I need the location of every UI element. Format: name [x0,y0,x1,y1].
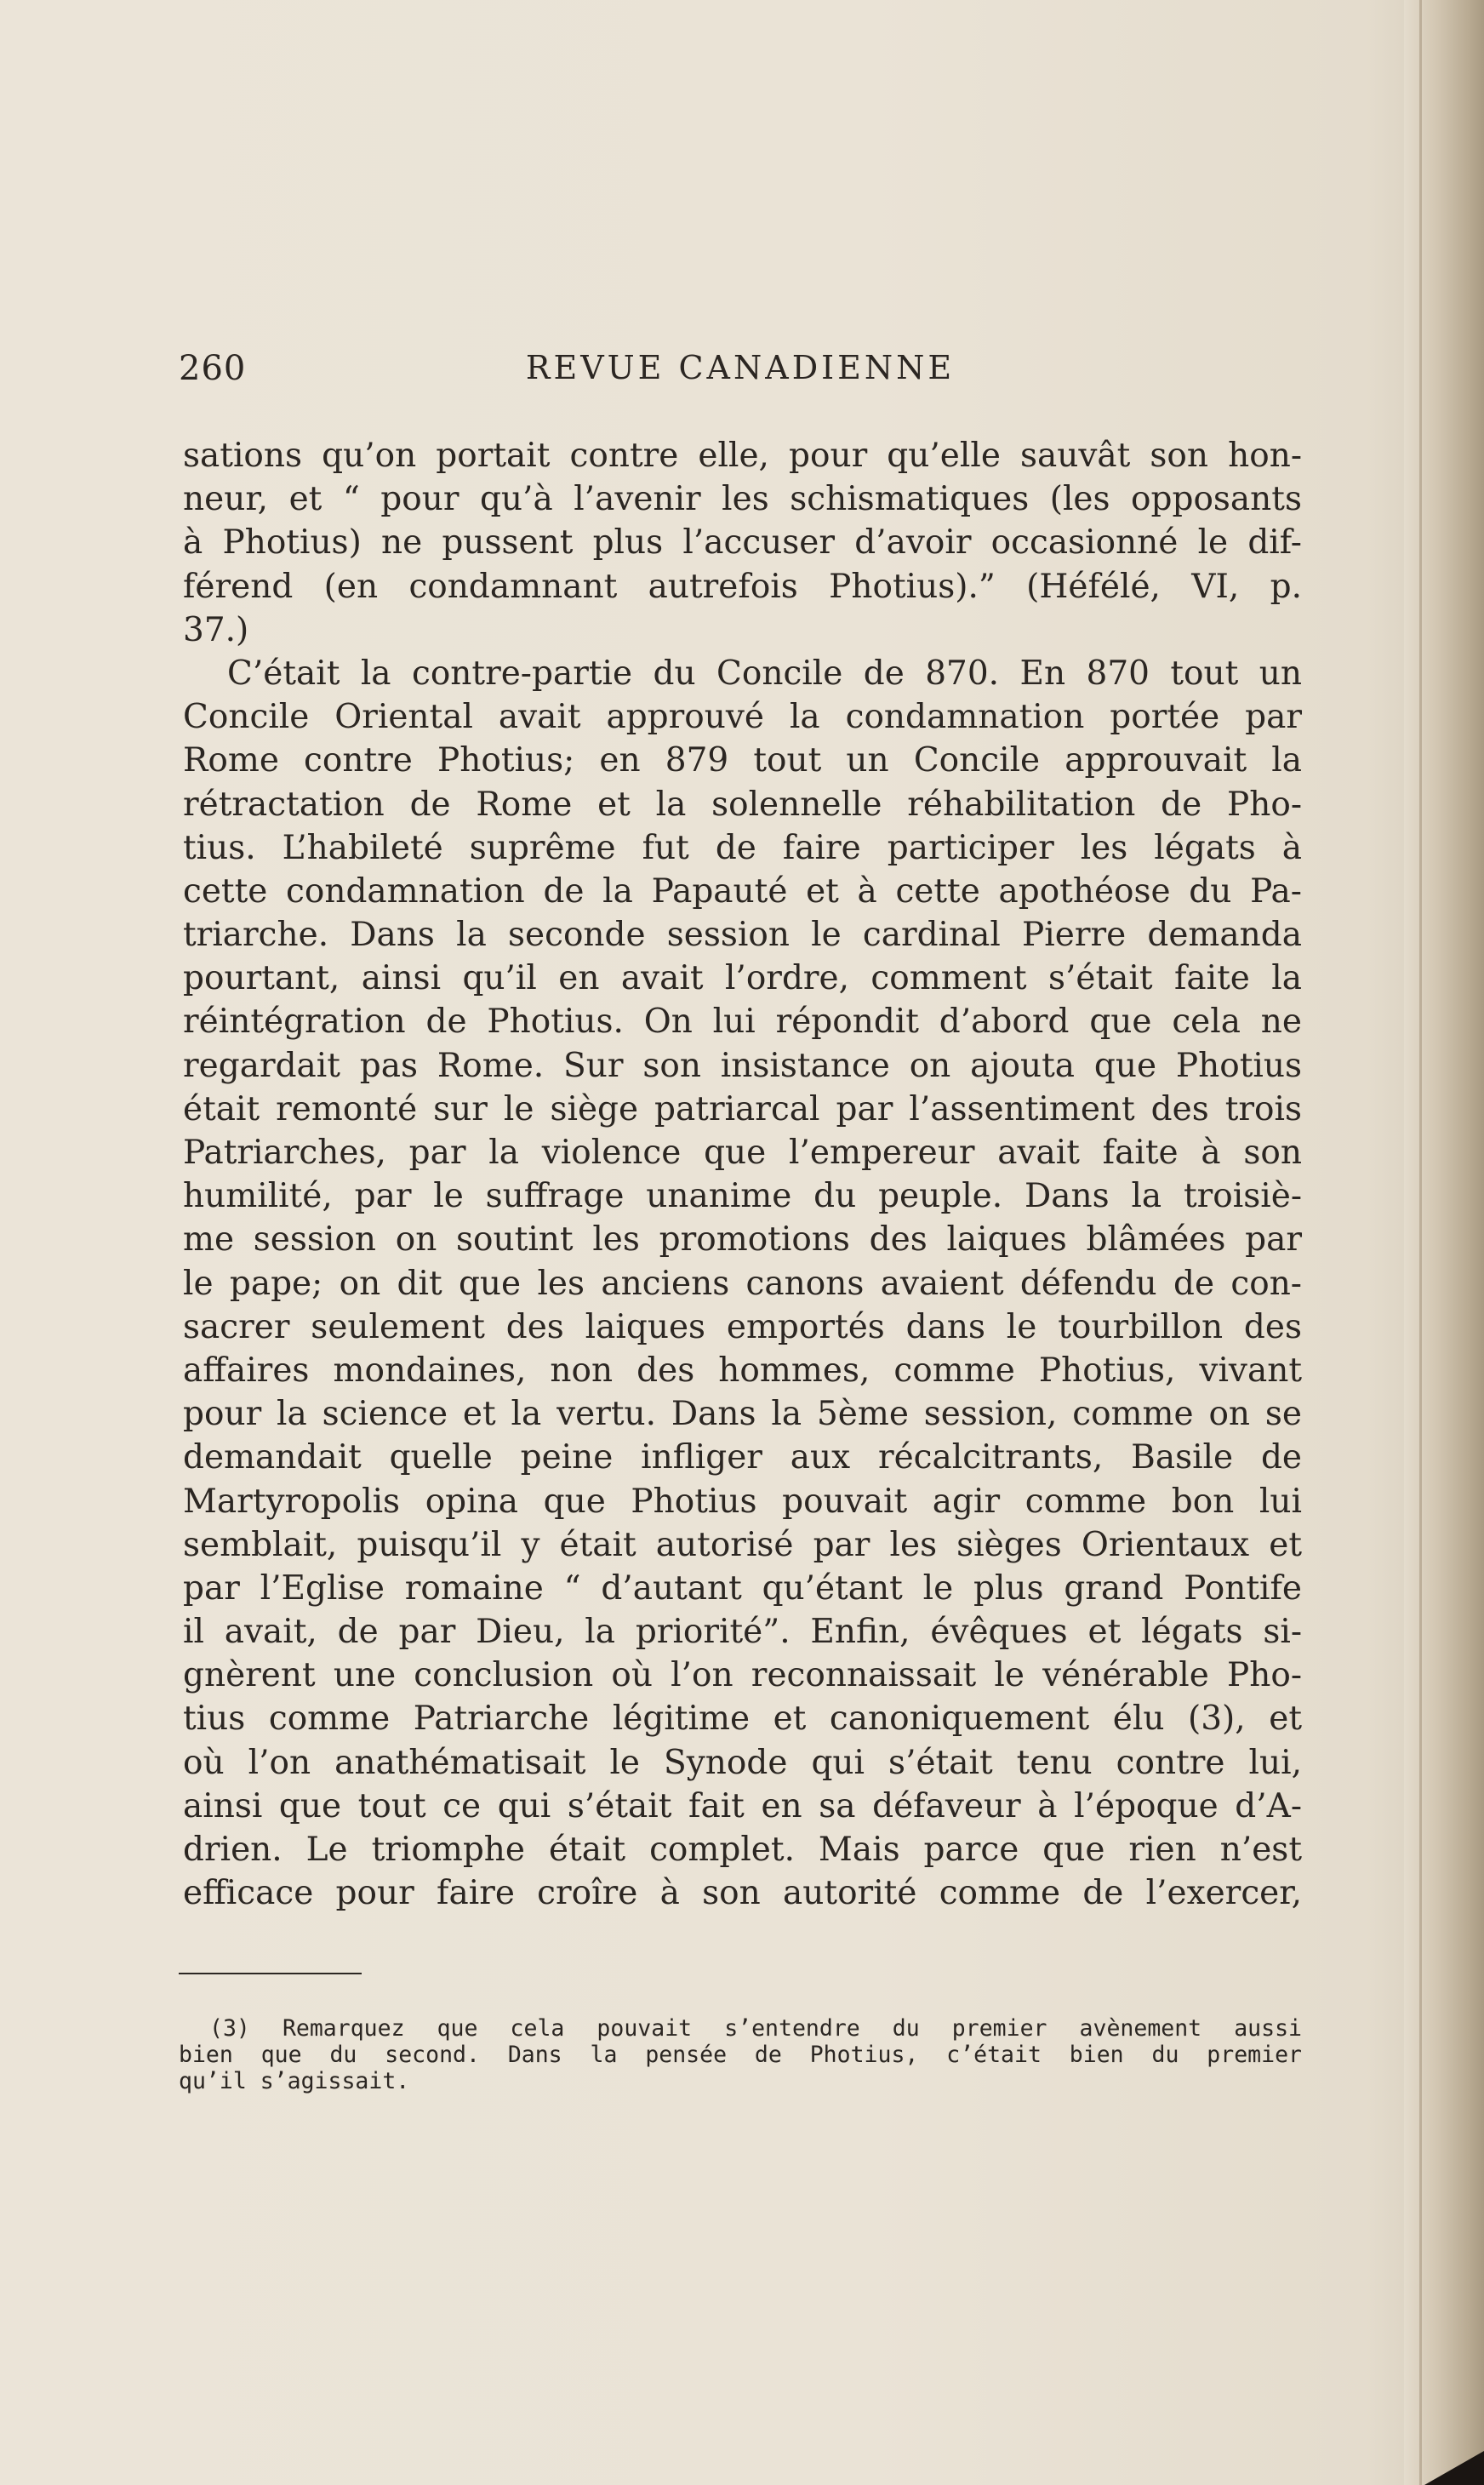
text-line: cette condamnation de la Papauté et à cette apothéose du Pa- [183,871,1302,911]
text-line: sacrer seulement des laiques emportés dans le tourbillon des [183,1307,1302,1346]
paragraph-first-line: C’était la contre-partie du Concile de 870. En 870 tout un [227,654,1302,693]
page-number: 260 [179,349,247,388]
text-line: efficace pour faire croîre à son autorité comme de l’exercer, [183,1874,1302,1913]
book-gutter [1404,0,1484,2485]
text-line: par l’Eglise romaine “ d’autant qu’étant le plus grand Pontife [183,1568,1302,1608]
text-line: regardait pas Rome. Sur son insistance on ajouta que Photius [183,1046,1302,1085]
text-line: tius comme Patriarche légitime et canoniquement élu (3), et [183,1700,1302,1739]
text-line: sations qu’on portait contre elle, pour qu’elle sauvât son hon- [183,437,1302,475]
text-line: il avait, de par Dieu, la priorité”. Enfin, évêques et légats si- [183,1613,1302,1652]
text-line: tius. L’habileté suprême fut de faire participer les légats à [183,828,1302,867]
body-text [183,434,1302,1915]
footnote [179,2015,1302,2094]
text-line: me session on soutint les promotions des laiques blâmées par [183,1220,1302,1260]
text-line: demandait quelle peine infliger aux récalcitrants, Basile de [183,1438,1302,1477]
footnote-line: bien que du second. Dans la pensée de Photius, c’était bien du premier [179,2042,1302,2068]
text-line: pourtant, ainsi qu’il en avait l’ordre, comment s’était faite la [183,959,1302,998]
scan-corner [1424,2451,1484,2485]
text-line: où l’on anathématisait le Synode qui s’était tenu contre lui, [183,1743,1302,1782]
text-line: triarche. Dans la seconde session le cardinal Pierre demanda [183,916,1302,955]
text-line: Rome contre Photius; en 879 tout un Concile approuvait la [183,741,1302,780]
text-line: pour la science et la vertu. Dans la 5ème session, comme on se [183,1395,1302,1434]
page-edge [1419,0,1422,2485]
text-line: ainsi que tout ce qui s’était fait en sa défaveur à l’époque d’A- [183,1786,1302,1825]
text-line: Patriarches, par la violence que l’empereur avait faite à son [183,1134,1302,1172]
footnote-line: (3) Remarquez que cela pouvait s’entendre du premier avènement aussi [209,2015,1302,2042]
text-line: le pape; on dit que les anciens canons avaient défendu de con- [183,1264,1302,1303]
text-line: Martyropolis opina que Photius pouvait agir comme bon lui [183,1482,1302,1521]
page-header [179,349,1302,400]
text-line: semblait, puisqu’il y était autorisé par les sièges Orientaux et [183,1525,1302,1564]
text-line: 37.) [183,610,249,649]
text-line: humilité, par le suffrage unanime du peuple. Dans la troisiè- [183,1177,1302,1216]
text-line: drien. Le triomphe était complet. Mais parce que rien n’est [183,1831,1302,1869]
text-line: gnèrent une conclusion où l’on reconnaissait le vénérable Pho- [183,1656,1302,1695]
footnote-line: qu’il s’agissait. [179,2068,410,2094]
footnote-rule [179,1973,362,1974]
text-line: affaires mondaines, non des hommes, comme Photius, vivant [183,1351,1302,1390]
text-line: neur, et “ pour qu’à l’avenir les schismatiques (les opposants [183,480,1302,519]
text-line: à Photius) ne pussent plus l’accuser d’avoir occasionné le dif- [183,523,1302,563]
text-line: férend (en condamnant autrefois Photius).” (Héfélé, VI, p. [183,567,1302,606]
text-line: rétractation de Rome et la solennelle réhabilitation de Pho- [183,785,1302,824]
text-line: était remonté sur le siège patriarcal par l’assentiment des trois [183,1089,1302,1128]
text-line: Concile Oriental avait approuvé la condamnation portée par [183,698,1302,737]
running-title: REVUE CANADIENNE [525,349,956,386]
text-line: réintégration de Photius. On lui répondit d’abord que cela ne [183,1003,1302,1042]
